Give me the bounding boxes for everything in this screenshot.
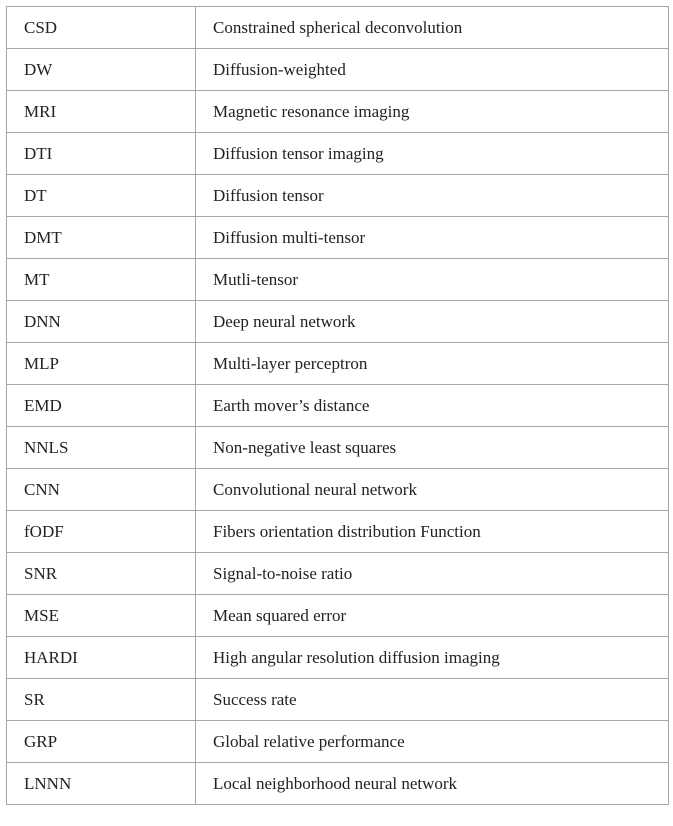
- definition-cell: Local neighborhood neural network: [196, 763, 669, 805]
- table-row: [7, 469, 669, 511]
- table-row: [7, 7, 669, 49]
- table-row: [7, 385, 669, 427]
- abbreviation-cell: LNNN: [7, 763, 196, 805]
- abbreviation-cell: DMT: [7, 217, 196, 259]
- definition-cell: Success rate: [196, 679, 669, 721]
- table-row: [7, 763, 669, 805]
- abbreviation-cell: SNR: [7, 553, 196, 595]
- definition-cell: Non-negative least squares: [196, 427, 669, 469]
- abbreviation-cell: MRI: [7, 91, 196, 133]
- definition-cell: Earth mover’s distance: [196, 385, 669, 427]
- table-row: [7, 679, 669, 721]
- definition-cell: Diffusion tensor imaging: [196, 133, 669, 175]
- definition-cell: Global relative performance: [196, 721, 669, 763]
- table-row: [7, 637, 669, 679]
- table-row: [7, 511, 669, 553]
- table-row: [7, 343, 669, 385]
- abbreviation-cell: CNN: [7, 469, 196, 511]
- definition-cell: Deep neural network: [196, 301, 669, 343]
- abbreviation-cell: HARDI: [7, 637, 196, 679]
- abbreviation-cell: EMD: [7, 385, 196, 427]
- abbreviation-cell: GRP: [7, 721, 196, 763]
- definition-cell: Mean squared error: [196, 595, 669, 637]
- definition-cell: Convolutional neural network: [196, 469, 669, 511]
- definition-cell: Diffusion multi-tensor: [196, 217, 669, 259]
- table-row: [7, 595, 669, 637]
- table-row: [7, 721, 669, 763]
- abbreviation-cell: DW: [7, 49, 196, 91]
- abbreviations-table: [6, 6, 669, 805]
- definition-cell: Fibers orientation distribution Function: [196, 511, 669, 553]
- abbreviation-cell: DTI: [7, 133, 196, 175]
- definition-cell: Multi-layer perceptron: [196, 343, 669, 385]
- definition-cell: Constrained spherical deconvolution: [196, 7, 669, 49]
- table-row: [7, 259, 669, 301]
- table-row: [7, 301, 669, 343]
- table-row: [7, 217, 669, 259]
- table-row: [7, 91, 669, 133]
- abbreviations-table-body: [7, 7, 669, 805]
- definition-cell: Diffusion tensor: [196, 175, 669, 217]
- table-row: [7, 49, 669, 91]
- definition-cell: High angular resolution diffusion imaging: [196, 637, 669, 679]
- abbreviation-cell: MLP: [7, 343, 196, 385]
- definition-cell: Diffusion-weighted: [196, 49, 669, 91]
- definition-cell: Signal-to-noise ratio: [196, 553, 669, 595]
- abbreviation-cell: fODF: [7, 511, 196, 553]
- abbreviation-cell: DT: [7, 175, 196, 217]
- abbreviation-cell: MT: [7, 259, 196, 301]
- table-row: [7, 553, 669, 595]
- definition-cell: Mutli-tensor: [196, 259, 669, 301]
- abbreviation-cell: DNN: [7, 301, 196, 343]
- table-row: [7, 427, 669, 469]
- abbreviation-cell: NNLS: [7, 427, 196, 469]
- abbreviation-cell: CSD: [7, 7, 196, 49]
- table-row: [7, 133, 669, 175]
- abbreviation-cell: SR: [7, 679, 196, 721]
- abbreviation-cell: MSE: [7, 595, 196, 637]
- table-row: [7, 175, 669, 217]
- definition-cell: Magnetic resonance imaging: [196, 91, 669, 133]
